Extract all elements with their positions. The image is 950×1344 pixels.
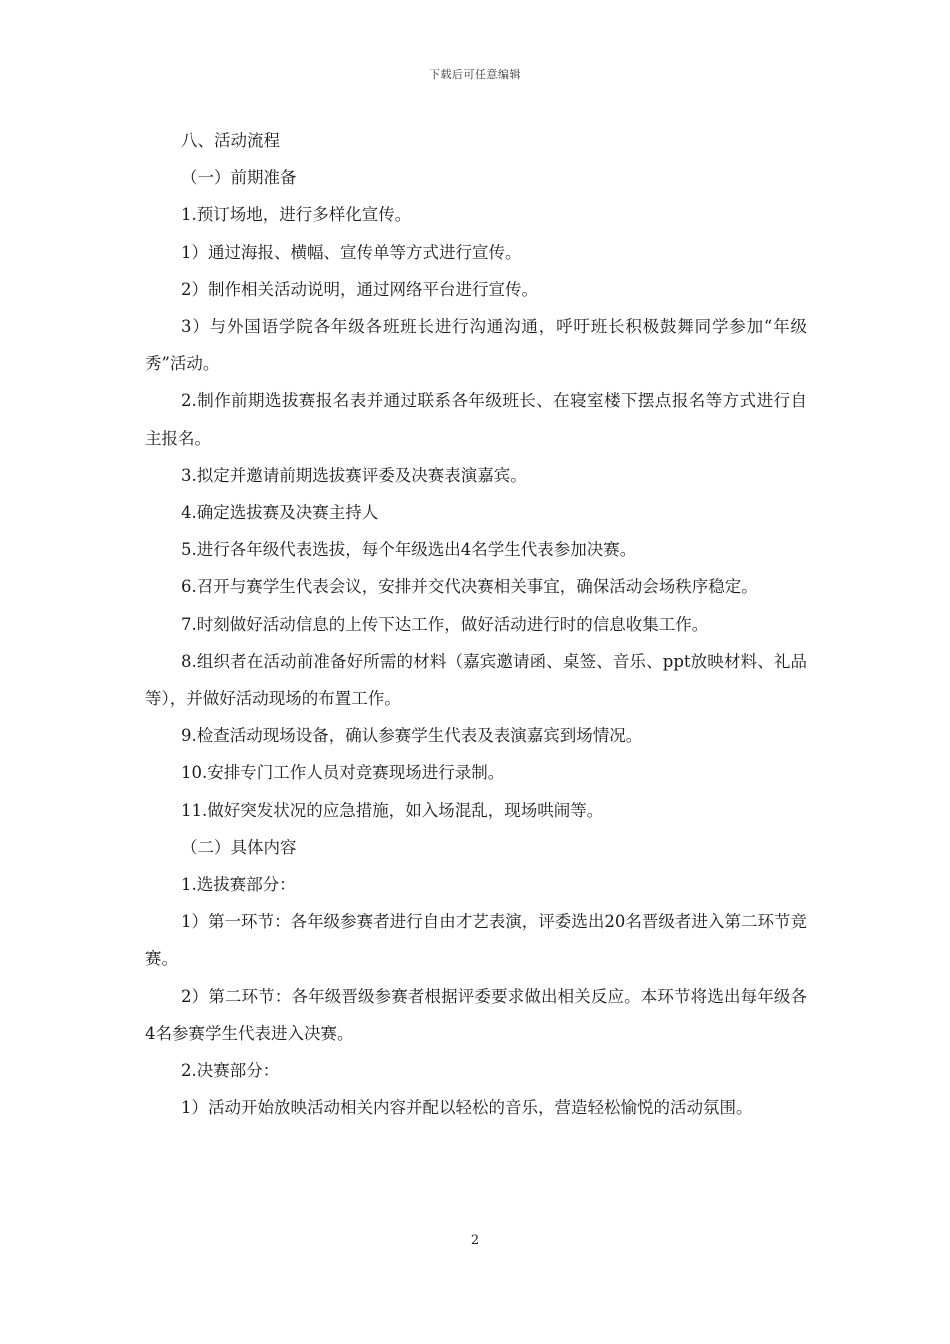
paragraph: 5.进行各年级代表选拔，每个年级选出4名学生代表参加决赛。 <box>181 540 637 560</box>
subsection-heading: （二）具体内容 <box>181 837 297 857</box>
document-body <box>145 122 807 1126</box>
paragraph: 3）与外国语学院各年级各班班长进行沟通沟通，呼吁班长积极鼓舞同学参加“年级秀”活动。 <box>145 317 807 374</box>
paragraph: 1.选拔赛部分： <box>181 875 296 895</box>
paragraph: 11.做好突发状况的应急措施，如入场混乱，现场哄闹等。 <box>181 800 604 820</box>
paragraph: 9.检查活动现场设备，确认参赛学生代表及表演嘉宾到场情况。 <box>181 726 643 746</box>
paragraph: 4.确定选拔赛及决赛主持人 <box>181 503 379 523</box>
section-heading: 八、活动流程 <box>181 131 280 150</box>
paragraph: 1）活动开始放映活动相关内容并配以轻松的音乐，营造轻松愉悦的活动氛围。 <box>181 1098 753 1118</box>
subsection-heading: （一）前期准备 <box>181 168 297 188</box>
paragraph: 2.制作前期选拔赛报名表并通过联系各年级班长、在寝室楼下摆点报名等方式进行自主报名。 <box>145 391 807 448</box>
paragraph: 2.决赛部分： <box>181 1061 280 1081</box>
paragraph: 2）第二环节：各年级晋级参赛者根据评委要求做出相关反应。本环节将选出每年级各4名参赛学生代表进入决赛。 <box>145 986 807 1043</box>
page-number: 2 <box>470 1233 480 1248</box>
paragraph: 7.时刻做好活动信息的上传下达工作，做好活动进行时的信息收集工作。 <box>181 614 709 634</box>
paragraph: 10.安排专门工作人员对竞赛现场进行录制。 <box>181 763 505 783</box>
paragraph: 1）第一环节：各年级参赛者进行自由才艺表演，评委选出20名晋级者进入第二环节竞赛。 <box>145 912 807 969</box>
page-header: 下载后可任意编辑 <box>429 68 521 81</box>
paragraph: 6.召开与赛学生代表会议，安排并交代决赛相关事宜，确保活动会场秩序稳定。 <box>181 577 758 597</box>
paragraph: 1.预订场地，进行多样化宣传。 <box>181 205 412 225</box>
paragraph: 3.拟定并邀请前期选拔赛评委及决赛表演嘉宾。 <box>181 465 527 485</box>
paragraph: 1）通过海报、横幅、宣传单等方式进行宣传。 <box>181 242 522 262</box>
paragraph: 2）制作相关活动说明，通过网络平台进行宣传。 <box>181 279 538 299</box>
paragraph: 8.组织者在活动前准备好所需的材料（嘉宾邀请函、桌签、音乐、ppt放映材料、礼品等），并做好活动现场的布置工作。 <box>145 651 807 709</box>
